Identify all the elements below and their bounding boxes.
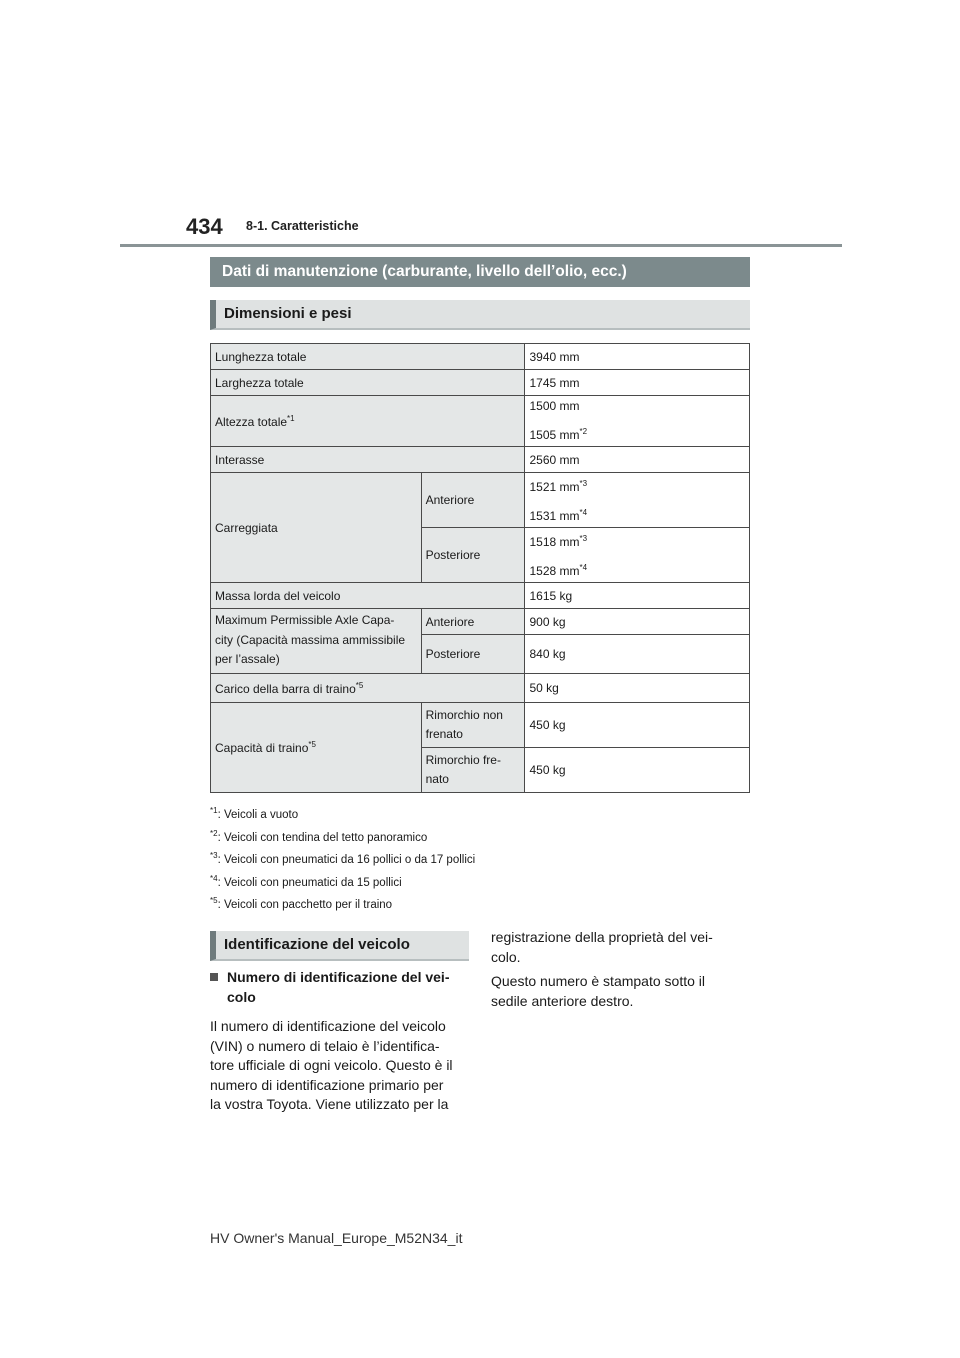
page-number: 434: [186, 214, 223, 239]
towbar-label-cell: [211, 674, 525, 703]
unbraked-label-line-1: Rimorchio non: [425, 707, 503, 722]
vin-location-paragraph: [491, 972, 753, 1011]
height-label: Altezza totale: [215, 414, 288, 429]
axle-label-line-1: Maximum Permissible Axle Capa-: [215, 613, 395, 627]
footnote-mark: *3: [579, 534, 588, 543]
track-front-value-cell: [525, 473, 750, 528]
dimensions-table: [210, 343, 750, 793]
track-front-label: Anteriore: [421, 473, 525, 528]
footnote-mark: *4: [210, 873, 218, 883]
towing-label: Capacità di traino: [215, 741, 309, 755]
footnote-item: [210, 890, 750, 913]
footnote-text: : Veicoli con pneumatici da 15 pollici: [217, 876, 402, 889]
text-line: Il numero di identificazione del veicolo: [210, 1018, 446, 1034]
track-rear-label: Posteriore: [421, 528, 525, 583]
braked-label-line-2: nato: [425, 772, 449, 786]
track-rear-value-1-line: [529, 529, 745, 552]
footnote-item: [210, 845, 750, 868]
track-rear-value-cell: [525, 528, 750, 583]
text-line: Questo numero è stampato sotto il: [491, 973, 705, 989]
track-front-value-1-line: [529, 474, 745, 497]
footnote-text: : Veicoli con tendina del tetto panoramico: [217, 831, 428, 844]
footnote-mark: *3: [579, 479, 588, 488]
table-row: [211, 447, 750, 473]
axle-front-label: Anteriore: [421, 609, 525, 635]
track-rear-value-2-line: [529, 558, 745, 581]
track-rear-value-1: 1518 mm: [529, 535, 580, 549]
axle-label-line-3: per l’assale): [215, 652, 280, 666]
footnote-item: [210, 823, 750, 846]
height-label-cell: [211, 396, 525, 447]
footnote-item: [210, 800, 750, 823]
width-value: 1745 mm: [525, 370, 750, 396]
axle-rear-value: 840 kg: [525, 635, 750, 674]
track-front-value-2: 1531 mm: [529, 509, 580, 523]
track-front-value-1: 1521 mm: [529, 480, 580, 494]
axle-capacity-label-cell: [211, 609, 422, 674]
identification-heading: Identificazione del veicolo: [210, 931, 469, 961]
footnote-mark: *4: [579, 508, 588, 517]
towbar-value: 50 kg: [525, 674, 750, 703]
table-row: [211, 703, 750, 748]
text-line: registrazione della proprietà del vei-: [491, 929, 713, 945]
footnote-mark: *3: [210, 851, 218, 861]
track-front-value-2-line: [529, 503, 745, 526]
height-value-2: 1505 mm: [529, 428, 580, 442]
unbraked-label-line-2: frenato: [425, 727, 463, 741]
footnote-mark: *5: [210, 896, 218, 906]
axle-label-line-2: city (Capacità massima ammissibile: [215, 632, 406, 647]
height-value-1: 1500 mm: [529, 399, 580, 413]
text-line: (VIN) o numero di telaio è l’identifica-: [210, 1037, 440, 1054]
axle-front-value: 900 kg: [525, 609, 750, 635]
footnote-text: : Veicoli con pacchetto per il traino: [217, 899, 393, 912]
identification-right-column: [491, 928, 753, 1016]
vin-subheading-text: [227, 968, 449, 1007]
unbraked-label-cell: [421, 703, 525, 748]
header-divider: [120, 244, 842, 247]
text-line: numero di identificazione primario per: [210, 1076, 444, 1093]
table-row: [211, 344, 750, 370]
footnote-mark: *5: [355, 680, 364, 690]
identification-left-column: [210, 968, 472, 1115]
vin-paragraph: [210, 1017, 472, 1115]
text-line: colo.: [491, 948, 521, 965]
height-value-2-line: [529, 422, 745, 445]
footnotes: [210, 800, 750, 913]
vin-subheading-line-2: colo: [227, 988, 256, 1005]
length-label: Lunghezza totale: [211, 344, 525, 370]
table-row: [211, 396, 750, 447]
footnote-mark: *4: [579, 563, 588, 572]
length-value: 3940 mm: [525, 344, 750, 370]
footer-manual-id: HV Owner's Manual_Europe_M52N34_it: [210, 1230, 463, 1246]
gross-mass-value: 1615 kg: [525, 583, 750, 609]
unbraked-value: 450 kg: [525, 703, 750, 748]
braked-value: 450 kg: [525, 748, 750, 793]
vin-subheading-line-1: Numero di identificazione del vei-: [227, 969, 450, 985]
braked-label-cell: [421, 748, 525, 793]
table-row: [211, 674, 750, 703]
footnote-mark: *5: [308, 740, 316, 749]
height-value-cell: [525, 396, 750, 447]
footnote-text: : Veicoli con pneumatici da 16 pollici o da 17 pollici: [217, 854, 476, 867]
braked-label-line-1: Rimorchio fre-: [425, 752, 501, 767]
section-reference: 8-1. Caratteristiche: [246, 219, 359, 233]
footnote-item: [210, 868, 750, 891]
wheelbase-value: 2560 mm: [525, 447, 750, 473]
square-bullet-icon: [210, 973, 218, 981]
vin-subheading: [210, 968, 472, 1007]
text-line: la vostra Toyota. Viene utilizzato per la: [210, 1096, 449, 1112]
text-line: tore ufficiale di ogni veicolo. Questo è il: [210, 1057, 453, 1073]
gross-mass-label: Massa lorda del veicolo: [211, 583, 525, 609]
table-row: [211, 609, 750, 635]
towing-label-cell: [211, 703, 422, 793]
axle-rear-label: Posteriore: [421, 635, 525, 674]
footnote-mark: *1: [287, 413, 295, 423]
wheelbase-label: Interasse: [211, 447, 525, 473]
vin-paragraph-continued: [491, 928, 753, 967]
width-label: Larghezza totale: [211, 370, 525, 396]
table-row: [211, 583, 750, 609]
footnote-text: : Veicoli a vuoto: [217, 808, 299, 821]
track-label: Carreggiata: [211, 473, 422, 583]
track-rear-value-2: 1528 mm: [529, 564, 580, 578]
footnote-mark: *2: [210, 828, 218, 838]
footnote-mark: *1: [210, 806, 218, 815]
towbar-label: Carico della barra di traino: [215, 681, 356, 696]
table-row: [211, 473, 750, 528]
footnote-mark: *2: [579, 427, 588, 436]
table-row: [211, 370, 750, 396]
chapter-banner: Dati di manutenzione (carburante, livello dell’olio, ecc.): [210, 257, 750, 287]
dimensions-heading: Dimensioni e pesi: [210, 300, 750, 330]
text-line: sedile anteriore destro.: [491, 992, 634, 1009]
